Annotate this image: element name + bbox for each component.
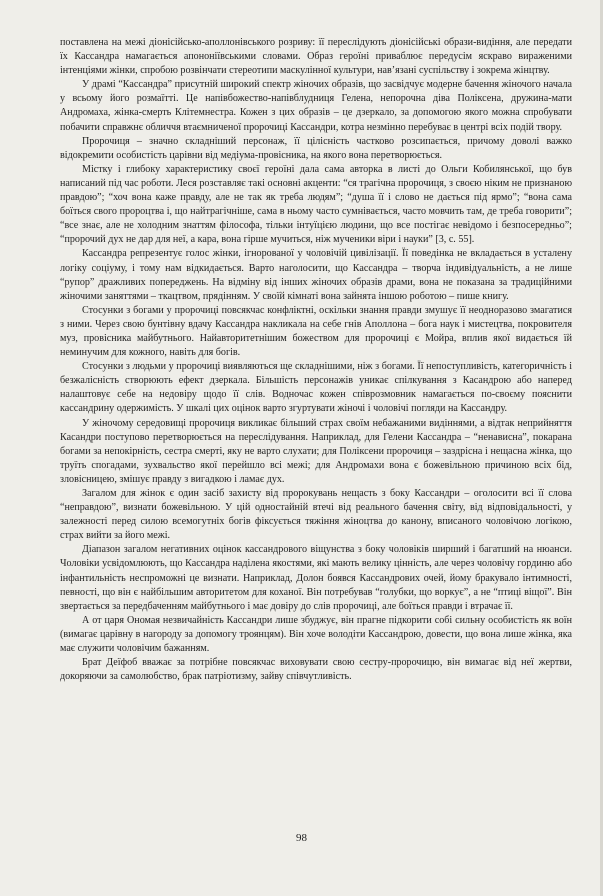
paragraph-8: У жіночому середовищі пророчиця викликає більший страх своїм небажаними видіннями, а відтак неприйняття Касандри поступово перетворюється на переслідування. Наприклад, для Гелени Кассандра – “ненависна”, покарана богами за непокірність, сестра смерті, яку не варто слухати; для Поліксени пророчиця – заздрісна і нещасна жінка, що труїть спогадами, зухвальство якої перейшло всі межі; для Андромахи вона є божевільною причиною всіх бід, зловісницею, змішує правду з вигадкою і ламає дух. (60, 417, 572, 485)
paragraph-2: У драмі “Кассандра” присутній широкий спектр жіночих образів, що засвідчує модерне бачення жіночого начала у всьому його розмаїтті. Це напівбожество-напівблудниця Гелена, непорочна діва Поліксена, дружина-мати Андромаха, жінка-смерть Клітемнестра. Кожен з цих образів – це дзеркало, за допомогою якого можна спробувати побачити справжнє обличчя втаємниченої пророчиці Кассандри, котра незмінно перебуває в центрі всіх подій твору. (60, 79, 572, 133)
paragraph-9: Загалом для жінок є один засіб захисту від пророкувань нещасть з боку Кассандри – оголосити всі її слова “неправдою”, визнати божевільною. У цій одностайній втечі від реального бачення світу, від відповідальності, у залежності перед силою всемогутніх богів фіксується тяжіння жіноцтва до канону, вписаного чоловічою логікою, страх вийти за його межі. (60, 488, 572, 542)
paragraph-1: поставлена на межі діонісійсько-аполлонівського розриву: її переслідують діонісійські образи-видіння, але передати їх Кассандра намагається апононіївськими словами. Образ героїні приваблює передусім яскраво вираженими інтенціями жінки, спробою розвінчати стереотипи маскулінної культури, нав’язані суспільству і зокрема жінцтву. (60, 37, 572, 77)
paragraph-12: Брат Деїфоб вважає за потрібне повсякчас виховувати свою сестру-пророчицю, він вимагає від неї жертви, докоряючи за самолюбство, брак патріотизму, зайву співчутливість. (60, 657, 572, 683)
paragraph-3: Пророчиця – значно складніший персонаж, її цілісність частково розсипається, причому доволі важко відокремити особистість царівни від медіума-провісника, на якого вона перетворюється. (60, 135, 572, 161)
paragraph-5: Кассандра репрезентує голос жінки, ігнорованої у чоловічій цивілізації. Її поведінка не вкладається в усталену логіку соціуму, і тому нам відкидається. Варто наголосити, що Кассандра – творча індивідуальність, а не лише “рупор” дражливих попереджень. На відміну від інших жіночих образів драми, вона не показана за традиційними жіночими заняттями – ткацтвом, прядінням. У своїй кімнаті вона зайнята іншою роботою – пише книгу. (60, 248, 572, 302)
paragraph-10: Діапазон загалом негативних оцінок кассандрового віщунства з боку чоловіків ширший і багатший на нюанси. Чоловіки усвідомлюють, що Кассандра наділена якостями, які мають велику цінність, але через чоловічу гординю або інфантильність неспроможні це визнати. Наприклад, Долон боявся Кассандрових очей, йому бракувало інтимності, певності, що він є найбільшим авторитетом для коханої. Він потребував “голубки, що воркує”, а не “птиці віщої”. Він звертається за передбаченням майбутнього і має довіру до слів пророчиці, але боїться правди і втрачає її. (60, 544, 572, 612)
paragraph-11: А от царя Ономая незвичайність Кассандри лише збуджує, він прагне підкорити собі сильну особистість як воїн (вимагає царівну в нагороду за допомогу троянцям). Він хоче володіти Кассандрою, довести, що вона лише жінка, яка має служити чоловічим бажанням. (60, 614, 572, 655)
paragraph-7: Стосунки з людьми у пророчиці виявляються ще складнішими, ніж з богами. Її непоступливість, категоричність і безжалісність створюють ефект дзеркала. Більшість персонажів уникає спілкування з Касандрою або наперед налаштовує себе на недовіру щодо її слів. Водночас кожен співрозмовник намагається по-своєму пояснити кассандрину одержимість. У шкалі цих оцінок варто згуртувати жіночі і чоловічі погляди на Кассандру. (60, 361, 572, 415)
paragraph-4: Містку і глибоку характеристику своєї героїні дала сама авторка в листі до Ольги Кобилянської, що був написаний під час роботи. Леся розставляє такі основні акценти: “ся трагічна пророчиця, з своєю ніким не признаною правдою”; “хоч вона каже правду, але не так як треба людям”; “душа її і слово не дається під ярмо”; “вона сама боїться свого пророцтва і, що найтрагічніше, сама в ньому часто сумнівається, часто мовчить там, де треба говорити”; “все знає, але не холодним знаттям філософа, тільки інтуїцією людини, що все постігає невідомо і безпосередньо”; “пророчий дух не дар для неї, а кара, вона гірше мучиться, ніж мученики віри і науки” [3, с. 55]. (60, 163, 572, 246)
page-number: 98 (296, 832, 307, 844)
paragraph-6: Стосунки з богами у пророчиці повсякчас конфліктні, оскільки знання правди змушує її неодноразово змагатися з ними. Через свою бунтівну вдачу Кассандра накликала на себе гнів Аполлона – бога наук і мистецтва, покровителя муз, провісника майбутнього. Найавторитетнішим божеством для пророчиці є Мойра, вплив якої видається їй неминучим для кожного, навіть для богів. (60, 304, 572, 359)
body-text (60, 36, 572, 684)
